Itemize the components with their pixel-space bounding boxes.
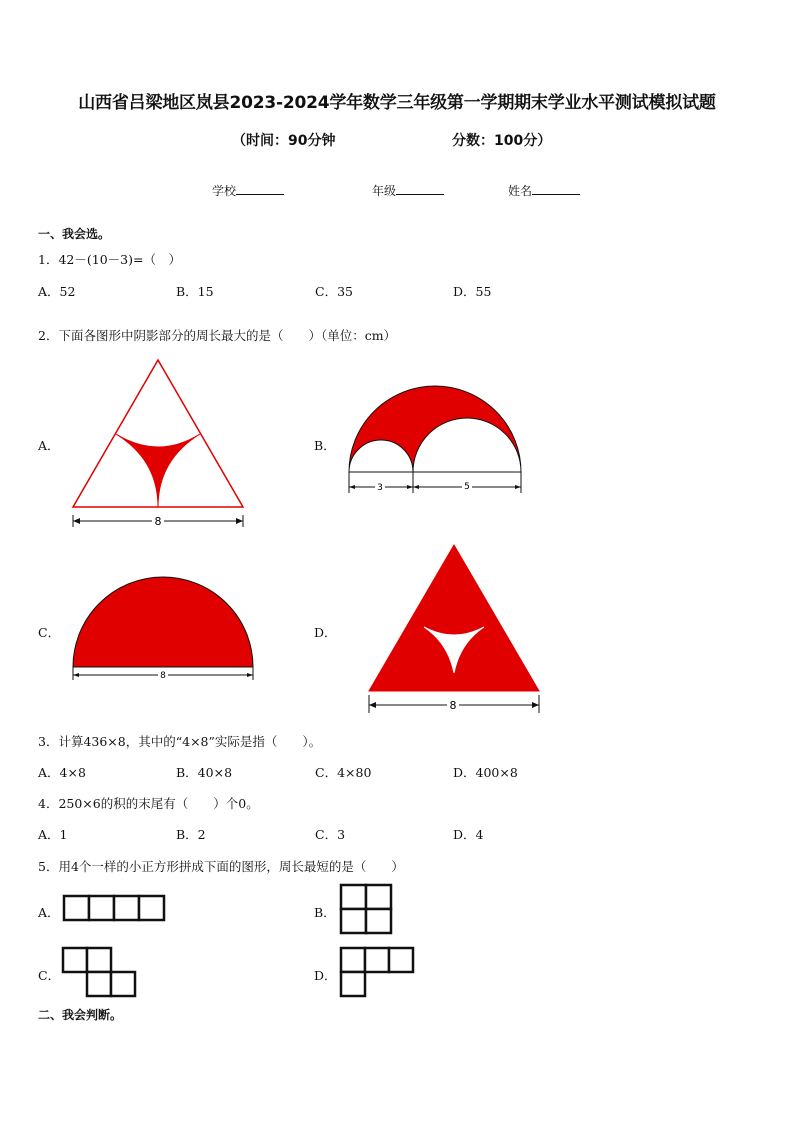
q4-option-a[interactable]: A．1 bbox=[38, 827, 68, 842]
q1-option-c[interactable]: C．35 bbox=[315, 284, 353, 299]
q2-figure-b bbox=[346, 355, 526, 495]
q2-figure-a bbox=[68, 355, 248, 530]
q2-figure-c bbox=[70, 574, 260, 684]
q5-option-b-label[interactable]: B． bbox=[314, 905, 336, 920]
grade-blank[interactable] bbox=[396, 182, 444, 195]
dim-d-label: 8 bbox=[449, 699, 457, 712]
exam-score: 分数：100分） bbox=[452, 133, 552, 149]
q5-figure-d bbox=[338, 946, 418, 998]
q5-figure-b bbox=[338, 882, 394, 936]
question-4: 4．250×6的积的末尾有（ ）个0。 bbox=[38, 796, 259, 811]
school-blank[interactable] bbox=[236, 182, 284, 195]
grade-field[interactable] bbox=[372, 182, 444, 199]
q5-option-a-label[interactable]: A． bbox=[38, 905, 60, 920]
exam-time: （时间：90分钟 bbox=[232, 133, 336, 149]
name-blank[interactable] bbox=[532, 182, 580, 195]
q2-option-b-label[interactable]: B． bbox=[314, 438, 336, 453]
shaded-semicircle-region bbox=[349, 386, 521, 472]
q5-figure-a bbox=[62, 893, 166, 923]
section-2-title: 二、我会判断。 bbox=[38, 1008, 123, 1022]
question-2: 2．下面各图形中阴影部分的周长最大的是（ ）（单位：cm） bbox=[38, 328, 397, 343]
q5-option-c-label[interactable]: C． bbox=[38, 968, 61, 983]
q3-option-c[interactable]: C．4×80 bbox=[315, 765, 372, 780]
school-label: 学校 bbox=[212, 184, 237, 198]
q3-option-a[interactable]: A．4×8 bbox=[38, 765, 86, 780]
q2-figure-d bbox=[366, 543, 546, 718]
school-field[interactable] bbox=[212, 182, 284, 199]
question-5: 5．用4个一样的小正方形拼成下面的图形，周长最短的是（ ） bbox=[38, 859, 404, 874]
q2-option-c-label[interactable]: C． bbox=[38, 625, 61, 640]
q2-option-d-label[interactable]: D． bbox=[314, 625, 337, 640]
dim-b1-label: 3 bbox=[377, 483, 383, 493]
q5-option-d-label[interactable]: D． bbox=[314, 968, 337, 983]
name-field[interactable] bbox=[508, 182, 580, 199]
section-1-title: 一、我会选。 bbox=[38, 227, 111, 241]
dim-a-label: 8 bbox=[154, 515, 162, 528]
shaded-semicircle bbox=[73, 577, 253, 667]
q3-option-b[interactable]: B．40×8 bbox=[176, 765, 233, 780]
page-title: 山西省吕梁地区岚县2023-2024学年数学三年级第一学期期末学业水平测试模拟试题 bbox=[78, 93, 716, 113]
dim-c-label: 8 bbox=[160, 671, 166, 681]
q1-option-a[interactable]: A．52 bbox=[38, 284, 76, 299]
q4-option-d[interactable]: D．4 bbox=[453, 827, 484, 842]
q1-option-d[interactable]: D．55 bbox=[453, 284, 492, 299]
q3-option-d[interactable]: D．400×8 bbox=[453, 765, 518, 780]
q5-figure-c bbox=[60, 946, 140, 998]
q1-option-b[interactable]: B．15 bbox=[176, 284, 214, 299]
q4-option-b[interactable]: B．2 bbox=[176, 827, 206, 842]
q2-option-a-label[interactable]: A． bbox=[38, 438, 60, 453]
question-1: 1．42－(10－3)=（ ） bbox=[38, 252, 181, 267]
q4-option-c[interactable]: C．3 bbox=[315, 827, 346, 842]
dim-b2-label: 5 bbox=[464, 482, 470, 492]
question-3: 3．计算436×8，其中的“4×8”实际是指（ ）。 bbox=[38, 734, 322, 749]
name-label: 姓名 bbox=[508, 184, 533, 198]
grade-label: 年级 bbox=[372, 184, 397, 198]
